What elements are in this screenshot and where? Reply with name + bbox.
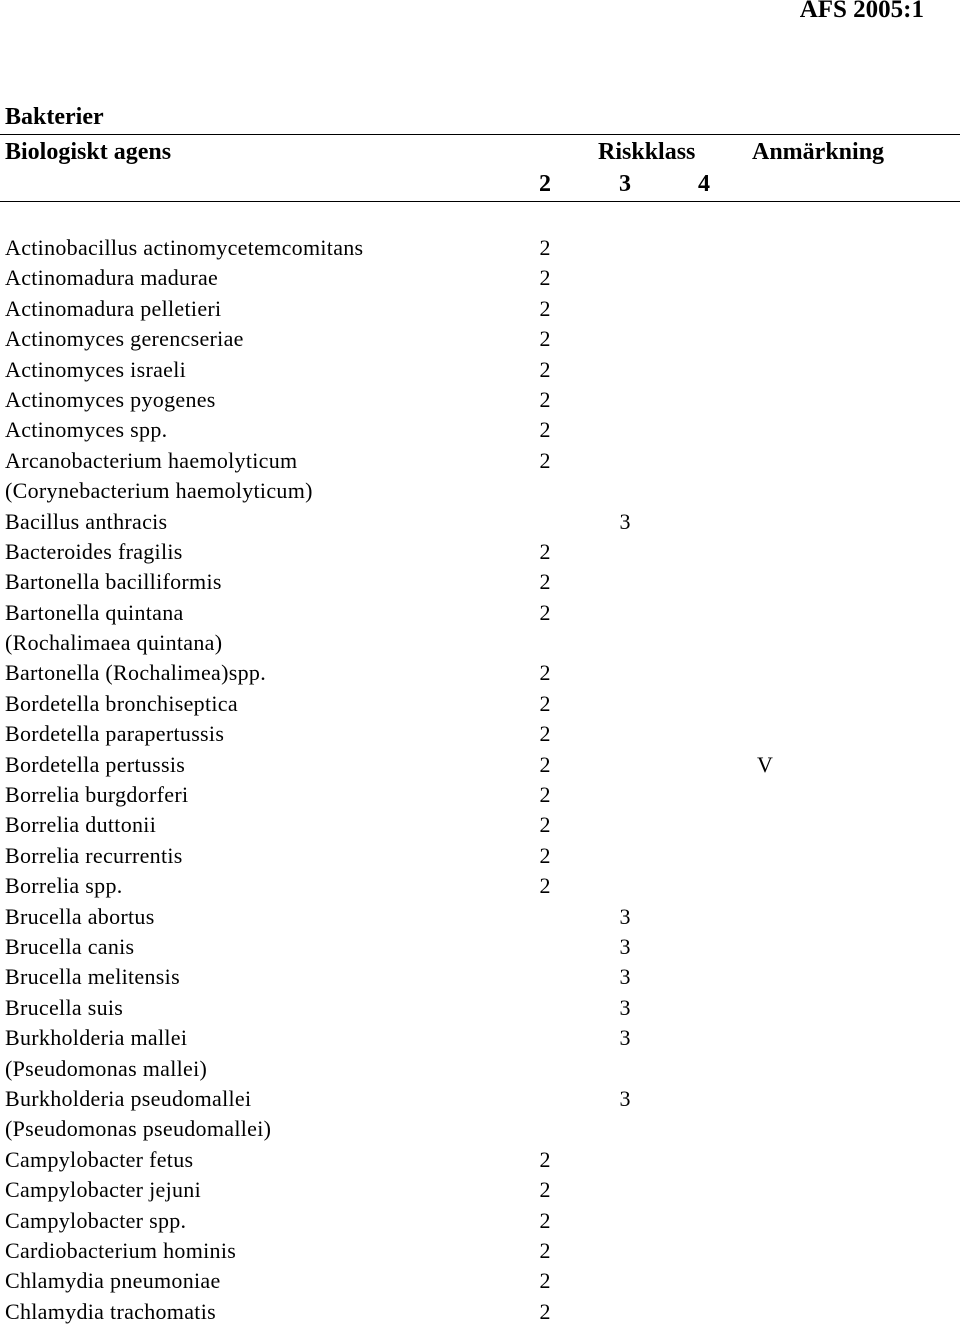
- riskklass-2-cell: 2: [539, 873, 551, 899]
- table-row: [0, 355, 960, 385]
- agent-name-cell: Chlamydia pneumoniae: [5, 1268, 221, 1294]
- agent-name-cell: (Pseudomonas pseudomallei): [5, 1116, 272, 1142]
- agent-name-cell: Bordetella pertussis: [5, 751, 186, 777]
- column-header-agens: Biologiskt agens: [5, 139, 172, 165]
- table-row: [0, 902, 960, 932]
- table-row: [0, 1206, 960, 1236]
- table-row: [0, 294, 960, 324]
- agent-name-cell: (Corynebacterium haemolyticum): [5, 478, 313, 504]
- riskklass-2-cell: 2: [539, 417, 551, 443]
- column-header-class-2: 2: [539, 171, 551, 197]
- agent-name-cell: Bordetella bronchiseptica: [5, 690, 238, 716]
- agent-name-cell: Bordetella parapertussis: [5, 721, 225, 747]
- table-row: [0, 1236, 960, 1266]
- table-row: [0, 1084, 960, 1114]
- table-row: [0, 780, 960, 810]
- riskklass-2-cell: 2: [539, 690, 551, 716]
- table-row: [0, 658, 960, 688]
- riskklass-2-cell: 2: [539, 447, 551, 473]
- agent-name-cell: Actinomyces pyogenes: [5, 386, 216, 412]
- riskklass-3-cell: 3: [619, 933, 631, 959]
- agent-name-cell: Actinomyces gerencseriae: [5, 326, 244, 352]
- agent-name-cell: Bartonella bacilliformis: [5, 569, 222, 595]
- table-row: [0, 871, 960, 901]
- agent-name-cell: Cardiobacterium hominis: [5, 1237, 237, 1263]
- riskklass-2-cell: 2: [539, 812, 551, 838]
- riskklass-2-cell: 2: [539, 1207, 551, 1233]
- table-row: [0, 1266, 960, 1296]
- agent-name-cell: Campylobacter jejuni: [5, 1177, 201, 1203]
- riskklass-2-cell: 2: [539, 265, 551, 291]
- riskklass-2-cell: 2: [539, 599, 551, 625]
- table-row: [0, 263, 960, 293]
- agent-name-cell: Bartonella quintana: [5, 599, 184, 625]
- table-row: [0, 1114, 960, 1144]
- column-header-riskklass: Riskklass: [598, 139, 696, 165]
- riskklass-2-cell: 2: [539, 295, 551, 321]
- table-row: [0, 415, 960, 445]
- table-row: [0, 628, 960, 658]
- riskklass-2-cell: 2: [539, 356, 551, 382]
- table-header-rule: [0, 201, 960, 202]
- table-row: [0, 1023, 960, 1053]
- agent-name-cell: Burkholderia mallei: [5, 1025, 188, 1051]
- riskklass-2-cell: 2: [539, 660, 551, 686]
- table-row: [0, 507, 960, 537]
- riskklass-3-cell: 3: [619, 903, 631, 929]
- agent-name-cell: Bacillus anthracis: [5, 508, 168, 534]
- anmarkning-cell: V: [757, 751, 773, 777]
- table-row: [0, 689, 960, 719]
- column-header-class-3: 3: [619, 171, 631, 197]
- riskklass-2-cell: 2: [539, 1298, 551, 1324]
- riskklass-2-cell: 2: [539, 782, 551, 808]
- riskklass-2-cell: 2: [539, 386, 551, 412]
- column-header-class-4: 4: [698, 171, 710, 197]
- table-row: [0, 537, 960, 567]
- table-row: [0, 567, 960, 597]
- agent-name-cell: Borrelia burgdorferi: [5, 782, 189, 808]
- agent-name-cell: Bacteroides fragilis: [5, 538, 183, 564]
- riskklass-2-cell: 2: [539, 569, 551, 595]
- agent-name-cell: (Rochalimaea quintana): [5, 630, 223, 656]
- riskklass-2-cell: 2: [539, 721, 551, 747]
- table-row: [0, 841, 960, 871]
- riskklass-2-cell: 2: [539, 1237, 551, 1263]
- agent-name-cell: Campylobacter spp.: [5, 1207, 187, 1233]
- riskklass-2-cell: 2: [539, 751, 551, 777]
- riskklass-3-cell: 3: [619, 1025, 631, 1051]
- riskklass-2-cell: 2: [539, 1146, 551, 1172]
- riskklass-2-cell: 2: [539, 842, 551, 868]
- agent-name-cell: Actinomyces spp.: [5, 417, 168, 443]
- table-row: [0, 324, 960, 354]
- agent-name-cell: Borrelia recurrentis: [5, 842, 183, 868]
- agent-name-cell: Actinobacillus actinomycetemcomitans: [5, 235, 364, 260]
- table-row: [0, 932, 960, 962]
- table-top-rule: [0, 134, 960, 135]
- agent-name-cell: Bartonella (Rochalimea)spp.: [5, 660, 267, 686]
- agent-name-cell: Borrelia duttonii: [5, 812, 157, 838]
- agent-name-cell: Brucella suis: [5, 994, 124, 1020]
- riskklass-3-cell: 3: [619, 994, 631, 1020]
- agent-name-cell: Actinomyces israeli: [5, 356, 187, 382]
- riskklass-3-cell: 3: [619, 1085, 631, 1111]
- table-row: [0, 1297, 960, 1327]
- riskklass-3-cell: 3: [619, 964, 631, 990]
- table-row: [0, 750, 960, 780]
- agent-table-body: [0, 233, 960, 1327]
- table-row: [0, 1175, 960, 1205]
- agent-name-cell: Chlamydia trachomatis: [5, 1298, 216, 1324]
- table-row: [0, 1054, 960, 1084]
- riskklass-3-cell: 3: [619, 508, 631, 534]
- table-row: [0, 1145, 960, 1175]
- section-title: Bakterier: [5, 104, 104, 130]
- table-row: [0, 598, 960, 628]
- agent-name-cell: Brucella melitensis: [5, 964, 180, 990]
- column-header-anmarkning: Anmärkning: [752, 139, 885, 165]
- table-row: [0, 385, 960, 415]
- table-row: [0, 476, 960, 506]
- agent-name-cell: Campylobacter fetus: [5, 1146, 194, 1172]
- agent-name-cell: Arcanobacterium haemolyticum: [5, 447, 298, 473]
- agent-name-cell: Burkholderia pseudomallei: [5, 1085, 252, 1111]
- table-row: [0, 962, 960, 992]
- riskklass-2-cell: 2: [539, 326, 551, 352]
- table-row: [0, 446, 960, 476]
- riskklass-2-cell: 2: [539, 1268, 551, 1294]
- riskklass-2-cell: 2: [539, 1177, 551, 1203]
- agent-name-cell: Brucella canis: [5, 933, 135, 959]
- document-reference: AFS 2005:1: [799, 0, 924, 23]
- table-row: [0, 810, 960, 840]
- riskklass-2-cell: 2: [539, 538, 551, 564]
- table-row: [0, 233, 960, 263]
- agent-name-cell: Actinomadura pelletieri: [5, 295, 222, 321]
- agent-name-cell: Borrelia spp.: [5, 873, 123, 899]
- agent-name-cell: (Pseudomonas mallei): [5, 1055, 208, 1081]
- table-row: [0, 993, 960, 1023]
- agent-name-cell: Brucella abortus: [5, 903, 155, 929]
- table-row: [0, 719, 960, 749]
- riskklass-2-cell: 2: [539, 235, 551, 260]
- agent-name-cell: Actinomadura madurae: [5, 265, 219, 291]
